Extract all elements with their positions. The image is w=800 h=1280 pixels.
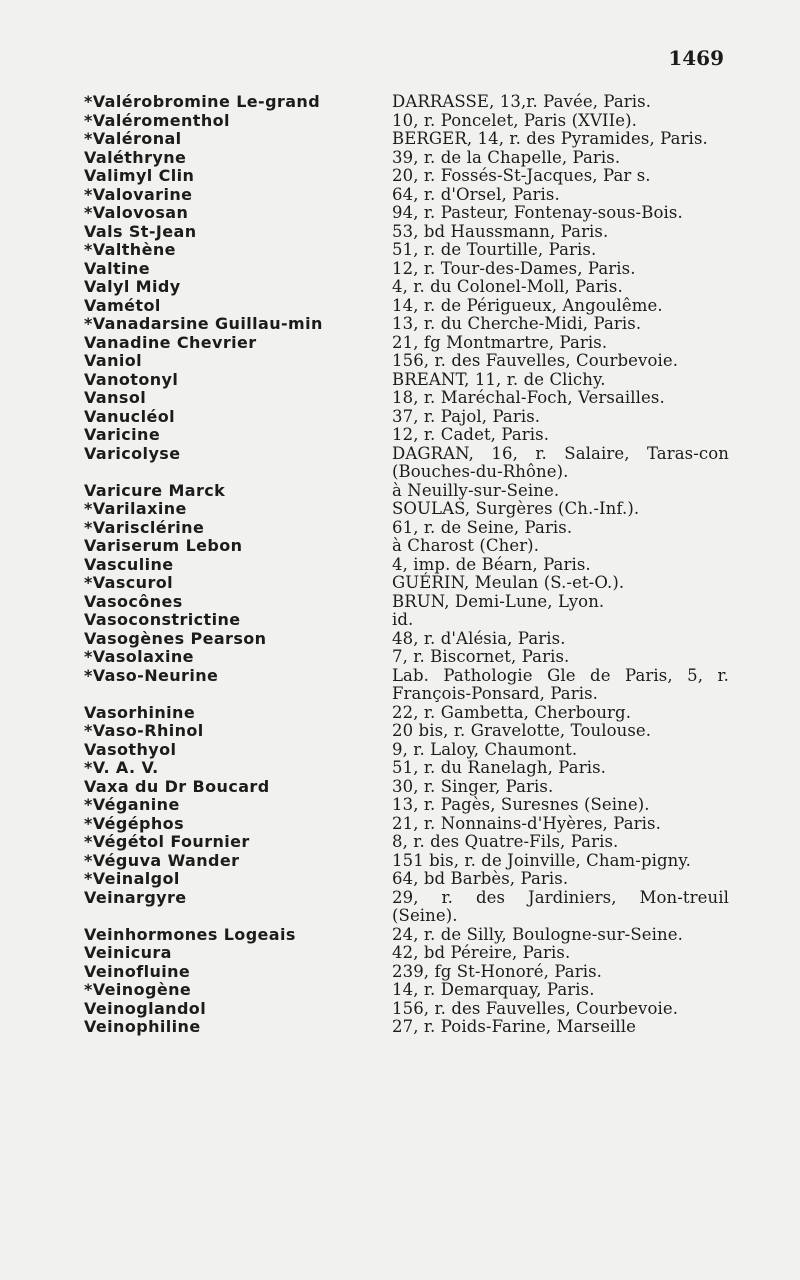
directory-entries <box>84 93 729 1037</box>
manufacturer-address: Lab. Pathologie Gle de Paris, 5, r. François-Ponsard, Paris. <box>392 665 729 703</box>
product-name: Vasoconstrictine <box>84 610 241 629</box>
manufacturer-address: SOULAS, Surgères (Ch.-Inf.). <box>392 499 640 518</box>
product-name: *Vaso-Rhinol <box>84 721 204 740</box>
product-name: *Végéphos <box>84 813 184 833</box>
manufacturer-address: 8, r. des Quatre-Fils, Paris. <box>392 832 619 851</box>
manufacturer-address: 22, r. Gambetta, Cherbourg. <box>392 702 632 722</box>
directory-entry <box>84 315 729 334</box>
product-name: Vanadine Chevrier <box>84 332 257 352</box>
manufacturer-address: 39, r. de la Chapelle, Paris. <box>392 147 621 167</box>
product-name: *Veinogène <box>84 980 192 999</box>
product-name: *Vasolaxine <box>84 647 194 666</box>
product-name: *Varilaxine <box>84 499 187 518</box>
manufacturer-address: 94, r. Pasteur, Fontenay-sous-Bois. <box>392 203 683 222</box>
product-name: Veinophiline <box>84 1017 201 1036</box>
directory-entry <box>84 445 729 482</box>
manufacturer-address: BREANT, 11, r. de Clichy. <box>392 369 606 389</box>
manufacturer-address: 14, r. Demarquay, Paris. <box>392 980 595 999</box>
directory-entry <box>84 593 729 612</box>
manufacturer-address: 64, bd Barbès, Paris. <box>392 869 569 888</box>
manufacturer-address: 61, r. de Seine, Paris. <box>392 517 573 537</box>
directory-entry <box>84 389 729 408</box>
product-name: Veinicura <box>84 943 172 962</box>
directory-entry <box>84 130 729 149</box>
directory-entry <box>84 963 729 982</box>
manufacturer-address: 20 bis, r. Gravelotte, Toulouse. <box>392 721 652 740</box>
product-name: *Vascurol <box>84 573 174 592</box>
product-name: Valtine <box>84 258 150 278</box>
manufacturer-address: 7, r. Biscornet, Paris. <box>392 647 570 666</box>
manufacturer-address: 29, r. des Jardiniers, Mon-treuil (Seine). <box>392 887 729 925</box>
directory-entry <box>84 778 729 797</box>
product-name: Vansol <box>84 388 147 407</box>
product-name: Varicure Marck <box>84 480 226 500</box>
product-name: *Valthène <box>84 240 176 259</box>
directory-entry <box>84 796 729 815</box>
product-name: Valimyl Clin <box>84 166 195 185</box>
manufacturer-address: 48, r. d'Alésia, Paris. <box>392 628 566 648</box>
product-name: Valéthryne <box>84 147 187 167</box>
manufacturer-address: 30, r. Singer, Paris. <box>392 776 554 796</box>
manufacturer-address: 27, r. Poids-Farine, Marseille <box>392 1017 636 1036</box>
manufacturer-address: BRUN, Demi-Lune, Lyon. <box>392 591 605 611</box>
directory-entry <box>84 833 729 852</box>
directory-entry <box>84 223 729 242</box>
manufacturer-address: 156, r. des Fauvelles, Courbevoie. <box>392 351 679 370</box>
manufacturer-address: 156, r. des Fauvelles, Courbevoie. <box>392 998 679 1018</box>
directory-entry <box>84 1018 729 1037</box>
manufacturer-address: 64, r. d'Orsel, Paris. <box>392 184 560 204</box>
manufacturer-address: 18, r. Maréchal-Foch, Versailles. <box>392 388 665 407</box>
product-name: *Vaso-Neurine <box>84 665 219 685</box>
product-name: *V. A. V. <box>84 758 159 777</box>
manufacturer-address: 51, r. du Ranelagh, Paris. <box>392 758 606 777</box>
manufacturer-address: 53, bd Haussmann, Paris. <box>392 221 609 241</box>
manufacturer-address: 12, r. Cadet, Paris. <box>392 425 550 444</box>
manufacturer-address: 42, bd Péreire, Paris. <box>392 943 571 962</box>
product-name: Vasocônes <box>84 591 183 611</box>
product-name: Veinofluine <box>84 961 191 981</box>
product-name: *Vanadarsine Guillau-min <box>84 314 323 333</box>
manufacturer-address: GUÉRIN, Meulan (S.-et-O.). <box>392 573 625 592</box>
directory-entry <box>84 149 729 168</box>
directory-entry <box>84 241 729 260</box>
directory-entry <box>84 870 729 889</box>
product-name: *Valéronal <box>84 129 182 148</box>
directory-entry <box>84 371 729 390</box>
product-name: Vals St-Jean <box>84 221 197 241</box>
directory-entry <box>84 204 729 223</box>
directory-entry <box>84 112 729 131</box>
directory-entry <box>84 574 729 593</box>
directory-entry <box>84 500 729 519</box>
page-number: 1469 <box>668 46 724 70</box>
directory-entry <box>84 408 729 427</box>
product-name: Variserum Lebon <box>84 536 243 555</box>
product-name: *Végétol Fournier <box>84 832 250 851</box>
product-name: Vasothyol <box>84 739 177 759</box>
manufacturer-address: DAGRAN, 16, r. Salaire, Taras-con (Bouches-du-Rhône). <box>392 443 729 481</box>
manufacturer-address: 9, r. Laloy, Chaumont. <box>392 739 578 759</box>
manufacturer-address: 37, r. Pajol, Paris. <box>392 406 541 426</box>
manufacturer-address: DARRASSE, 13,r. Pavée, Paris. <box>392 92 652 111</box>
product-name: *Véganine <box>84 795 180 814</box>
directory-entry <box>84 667 729 704</box>
manufacturer-address: 21, fg Montmartre, Paris. <box>392 332 608 352</box>
directory-entry <box>84 630 729 649</box>
product-name: *Veinalgol <box>84 869 180 888</box>
directory-entry <box>84 722 729 741</box>
directory-entry <box>84 537 729 556</box>
directory-entry <box>84 519 729 538</box>
manufacturer-address: 12, r. Tour-des-Dames, Paris. <box>392 258 636 278</box>
manufacturer-address: 51, r. de Tourtille, Paris. <box>392 240 597 259</box>
product-name: Valyl Midy <box>84 277 181 296</box>
directory-entry <box>84 648 729 667</box>
product-name: *Véguva Wander <box>84 850 240 870</box>
product-name: *Valéromenthol <box>84 110 230 130</box>
product-name: Vanotonyl <box>84 369 179 389</box>
manufacturer-address: 151 bis, r. de Joinville, Cham-pigny. <box>392 850 691 870</box>
directory-entry <box>84 186 729 205</box>
manufacturer-address: 14, r. de Périgueux, Angoulême. <box>392 295 663 315</box>
directory-entry <box>84 1000 729 1019</box>
directory-entry <box>84 852 729 871</box>
directory-entry <box>84 759 729 778</box>
directory-entry <box>84 815 729 834</box>
product-name: *Valovarine <box>84 184 193 204</box>
manufacturer-address: 13, r. Pagès, Suresnes (Seine). <box>392 795 650 814</box>
product-name: Veinoglandol <box>84 998 207 1018</box>
manufacturer-address: 20, r. Fossés-St-Jacques, Par s. <box>392 166 651 185</box>
product-name: *Varisclérine <box>84 517 205 537</box>
product-name: Vaxa du Dr Boucard <box>84 776 270 796</box>
manufacturer-address: 239, fg St-Honoré, Paris. <box>392 961 603 981</box>
manufacturer-address: 10, r. Poncelet, Paris (XVIIe). <box>392 110 637 130</box>
product-name: Vamétol <box>84 295 161 315</box>
product-name: Vasorhinine <box>84 702 196 722</box>
product-name: *Valovosan <box>84 203 189 222</box>
directory-entry <box>84 167 729 186</box>
manufacturer-address: id. <box>392 610 414 629</box>
directory-entry <box>84 611 729 630</box>
product-name: Varicolyse <box>84 443 181 463</box>
directory-entry <box>84 482 729 501</box>
manufacturer-address: 4, r. du Colonel-Moll, Paris. <box>392 277 623 296</box>
directory-entry <box>84 352 729 371</box>
product-name: Vasogènes Pearson <box>84 628 267 648</box>
directory-entry <box>84 278 729 297</box>
manufacturer-address: 21, r. Nonnains-d'Hyères, Paris. <box>392 813 661 833</box>
product-name: Varicine <box>84 425 161 444</box>
directory-entry <box>84 944 729 963</box>
product-name: Vanucléol <box>84 406 175 426</box>
product-name: Vasculine <box>84 554 174 574</box>
directory-entry <box>84 334 729 353</box>
manufacturer-address: BERGER, 14, r. des Pyramides, Paris. <box>392 129 708 148</box>
directory-entry <box>84 93 729 112</box>
manufacturer-address: à Neuilly-sur-Seine. <box>392 480 560 500</box>
directory-entry <box>84 297 729 316</box>
product-name: Veinhormones Logeais <box>84 924 296 944</box>
product-name: Vaniol <box>84 351 143 370</box>
manufacturer-address: 24, r. de Silly, Boulogne-sur-Seine. <box>392 924 683 944</box>
directory-entry <box>84 926 729 945</box>
directory-entry <box>84 704 729 723</box>
directory-entry <box>84 556 729 575</box>
directory-entry <box>84 426 729 445</box>
directory-entry <box>84 981 729 1000</box>
manufacturer-address: à Charost (Cher). <box>392 536 540 555</box>
manufacturer-address: 13, r. du Cherche-Midi, Paris. <box>392 314 642 333</box>
directory-entry <box>84 889 729 926</box>
product-name: *Valérobromine Le-grand <box>84 92 321 111</box>
directory-entry <box>84 741 729 760</box>
product-name: Veinargyre <box>84 887 187 907</box>
manufacturer-address: 4, imp. de Béarn, Paris. <box>392 554 591 574</box>
directory-entry <box>84 260 729 279</box>
